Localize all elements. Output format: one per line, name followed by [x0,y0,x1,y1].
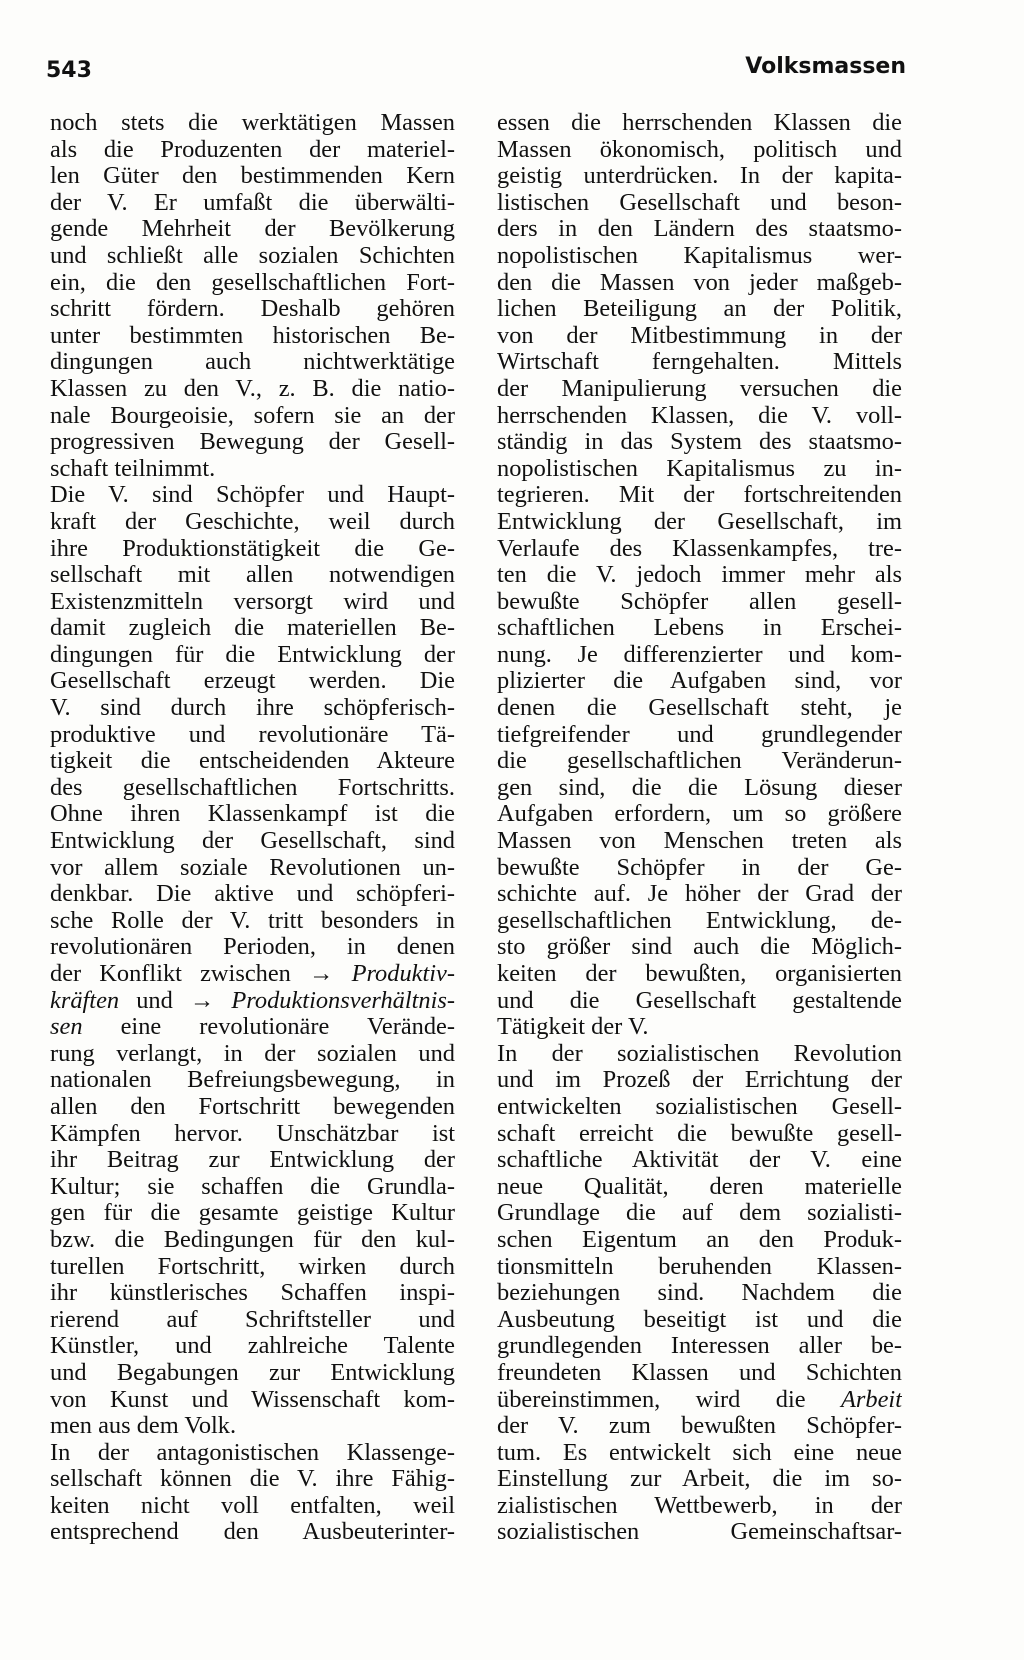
text-line [497,1227,902,1254]
text-line [50,163,455,190]
line-text: der Konflikt zwischen [50,961,291,987]
line-text: freundeten Klassen und Schichten [497,1359,902,1386]
line-text: V. sind durch ihre schöpferisch- [50,695,455,722]
text-line [497,296,902,323]
line-text: übereinstimmen, wird die [497,1386,806,1413]
text-line [50,615,455,642]
line-text: und im Prozeß der Errichtung der [497,1067,902,1094]
text-line [50,190,455,217]
text-line [50,456,455,483]
line-text: allen den Fortschritt bewegenden [50,1093,455,1120]
line-text: und Begabungen zur Entwicklung [50,1359,455,1386]
text-line [497,1360,902,1387]
line-text: schichte auf. Je höher der Grad der [497,881,902,908]
text-line [497,642,902,669]
text-line [497,190,902,217]
text-line [497,482,902,509]
text-line [50,429,455,456]
line-text: dingungen auch nichtwerktätige [50,349,455,376]
line-text: Klassen zu den V., z. B. die natio- [50,375,455,402]
text-line [50,349,455,376]
line-text: eine revolutionäre Verände- [120,1014,455,1041]
running-head: Volksmassen [745,54,906,79]
line-text: sellschaft können die V. ihre Fähig- [50,1466,455,1493]
text-line [497,828,902,855]
text-line [50,110,455,137]
line-text: ihr Beitrag zur Entwicklung der [50,1147,455,1174]
text-line [50,1466,455,1493]
text-line [50,536,455,563]
line-text: grundlegenden Interessen aller be- [497,1333,902,1360]
text-line [50,1440,455,1467]
text-line [50,1519,455,1546]
text-line [50,988,455,1015]
line-text: keiten der bewußten, organisierten [497,961,902,987]
text-line [497,801,902,828]
text-line [50,1014,455,1041]
text-line [497,1014,902,1041]
line-text: schaft erreicht die bewußte gesell- [497,1120,902,1147]
text-line [50,748,455,775]
line-text: sche Rolle der V. tritt besonders in [50,907,455,934]
line-text: Verlaufe des Klassenkampfes, tre- [497,535,902,562]
line-text: tigkeit die entscheidenden Akteure [50,748,455,775]
text-line [50,296,455,323]
line-text: sto größer sind auch die Möglich- [497,934,902,961]
text-line [497,1466,902,1493]
right-column [497,110,902,1546]
text-line [497,562,902,589]
page-number: 543 [46,58,92,83]
text-line [50,403,455,430]
line-text: men aus dem Volk. [50,1413,237,1440]
text-line [497,403,902,430]
text-line [497,775,902,802]
line-text: des gesellschaftlichen Fortschritts. [50,774,455,801]
text-line [50,775,455,802]
line-text: sozialistischen Gemeinschaftsar- [497,1519,902,1546]
line-text: zialistischen Wettbewerb, in der [497,1492,902,1519]
text-line [497,615,902,642]
line-text: herrschenden Klassen, die V. voll- [497,402,902,429]
line-text: dingungen für die Entwicklung der [50,641,455,668]
line-text: Tätigkeit der V. [497,1014,649,1041]
text-line [497,722,902,749]
text-line [50,1147,455,1174]
text-line [497,1121,902,1148]
line-text: geistig unterdrücken. In der kapita- [497,163,902,190]
line-text: der Manipulierung versuchen die [497,375,902,402]
line-text: und die Gesellschaft gestaltende [497,987,902,1014]
line-text: entwickelten sozialistischen Gesell- [497,1093,902,1120]
text-line [497,1519,902,1546]
line-text: den die Massen von jeder maßgeb- [497,269,902,296]
text-line [497,1280,902,1307]
line-text: tiefgreifender und grundlegender [497,721,902,748]
text-line [50,695,455,722]
line-text: ten die V. jedoch immer mehr als [497,562,902,589]
line-text: nationalen Befreiungsbewegung, in [50,1067,455,1094]
text-line [497,243,902,270]
text-line [497,1254,902,1281]
line-text: progressiven Bewegung der Gesell- [50,429,455,456]
text-line [50,1333,455,1360]
reference-arrow: → [309,961,334,987]
line-text: Massen ökonomisch, politisch und [497,136,902,163]
text-line [50,1307,455,1334]
text-line [497,1041,902,1068]
line-text: neue Qualität, deren materielle [497,1173,902,1200]
line-text: beziehungen sind. Nachdem die [497,1280,902,1307]
text-line [497,110,902,137]
text-line [497,376,902,403]
line-text: Künstler, und zahlreiche Talente [50,1333,455,1360]
cross-reference: sen [50,1014,83,1041]
line-text: ihre Produktionstätigkeit die Ge- [50,535,455,562]
text-line [50,1413,455,1440]
text-line [497,748,902,775]
line-text: revolutionären Perioden, in denen [50,934,455,961]
line-text: Massen von Menschen treten als [497,828,902,855]
text-line [497,536,902,563]
line-text: Existenzmitteln versorgt wird und [50,588,455,615]
text-line [50,1387,455,1414]
line-text: tegrieren. Mit der fortschreitenden [497,482,902,509]
line-text: gende Mehrheit der Bevölkerung [50,216,455,243]
line-text: plizierter die Aufgaben sind, vor [497,668,902,695]
text-line [497,137,902,164]
line-text: schen Eigentum an den Produk- [497,1226,902,1253]
cross-reference: Produktiv- [351,961,455,987]
text-line [497,934,902,961]
text-line [50,1200,455,1227]
text-line [50,934,455,961]
line-text: bewußte Schöpfer in der Ge- [497,854,902,881]
text-line [50,1174,455,1201]
line-text: sellschaft mit allen notwendigen [50,562,455,589]
line-text: Ohne ihren Klassenkampf ist die [50,801,455,828]
text-line [497,1200,902,1227]
text-line [50,1121,455,1148]
line-text: ihr künstlerisches Schaffen inspi- [50,1280,455,1307]
text-line [50,1254,455,1281]
line-text: schaftlichen Lebens in Erschei- [497,615,902,642]
text-line [50,1280,455,1307]
text-line [50,323,455,350]
text-line [50,137,455,164]
line-text: bzw. die Bedingungen für den kul- [50,1226,455,1253]
text-line [50,1041,455,1068]
text-line [497,216,902,243]
text-line [497,1413,902,1440]
line-text: lichen Beteiligung an der Politik, [497,296,902,323]
text-line [497,163,902,190]
line-text: In der antagonistischen Klassenge- [50,1439,455,1466]
line-text: gesellschaftlichen Entwicklung, de- [497,907,902,934]
text-line [50,1094,455,1121]
line-text: kraft der Geschichte, weil durch [50,508,455,535]
line-text: Wirtschaft ferngehalten. Mittels [497,349,902,376]
line-text: Kultur; sie schaffen die Grundla- [50,1173,455,1200]
text-line [497,1387,902,1414]
line-text: produktive und revolutionäre Tä- [50,721,455,748]
line-text: Aufgaben erfordern, um so größere [497,801,902,828]
text-line [497,1333,902,1360]
left-column [50,110,455,1546]
line-text: schritt fördern. Deshalb gehören [50,296,455,323]
text-line [497,1094,902,1121]
line-text: entsprechend den Ausbeuterinter- [50,1519,455,1546]
line-text: als die Produzenten der materiel- [50,136,455,163]
line-text: Entwicklung der Gesellschaft, im [497,508,902,535]
cross-reference: kräften [50,987,120,1014]
line-text: listischen Gesellschaft und beson- [497,189,902,216]
text-line [497,429,902,456]
text-line [50,722,455,749]
line-text: In der sozialistischen Revolution [497,1040,902,1067]
text-line [497,988,902,1015]
text-line [50,855,455,882]
line-text: nopolistischen Kapitalismus zu in- [497,455,902,482]
text-line [50,1493,455,1520]
line-text: gen sind, die die Lösung dieser [497,774,902,801]
line-text: noch stets die werktätigen Massen [50,110,455,136]
text-line [497,695,902,722]
line-text: Kämpfen hervor. Unschätzbar ist [50,1120,455,1147]
text-line [50,881,455,908]
line-text: von der Mitbestimmung in der [497,322,902,349]
text-line [497,1440,902,1467]
reference-arrow: → [189,987,215,1014]
line-text: tum. Es entwickelt sich eine neue [497,1439,902,1466]
line-text: nung. Je differenzierter und kom- [497,641,902,668]
line-text: unter bestimmten historischen Be- [50,322,455,349]
text-line [497,1174,902,1201]
text-line [50,801,455,828]
text-line [50,828,455,855]
text-line [497,509,902,536]
text-line [497,270,902,297]
cross-reference: Arbeit [841,1386,902,1413]
line-text: von Kunst und Wissenschaft kom- [50,1386,455,1413]
line-text: tionsmitteln beruhenden Klassen- [497,1253,902,1280]
text-line [497,1307,902,1334]
text-line [50,1360,455,1387]
text-line [50,270,455,297]
text-line [497,961,902,988]
line-text: damit zugleich die materiellen Be- [50,615,455,642]
line-text: Einstellung zur Arbeit, die im so- [497,1466,902,1493]
text-line [50,243,455,270]
line-text: denkbar. Die aktive und schöpferi- [50,881,455,908]
line-text: ders in den Ländern des staatsmo- [497,216,902,243]
text-line [497,323,902,350]
text-line [50,668,455,695]
line-text: Die V. sind Schöpfer und Haupt- [50,482,455,509]
line-text: ständig in das System des staatsmo- [497,429,902,456]
line-text: Ausbeutung beseitigt ist und die [497,1306,902,1333]
text-line [50,961,455,988]
line-text: essen die herrschenden Klassen die [497,110,902,136]
text-line [50,589,455,616]
cross-reference: Produktionsverhältnis- [231,987,455,1014]
text-line [497,668,902,695]
line-text: schaftliche Aktivität der V. eine [497,1147,902,1174]
text-line [497,589,902,616]
line-text: der V. Er umfaßt die überwälti- [50,189,455,216]
line-text: rung verlangt, in der sozialen und [50,1040,455,1067]
text-line [497,1493,902,1520]
text-line [497,349,902,376]
text-line [497,908,902,935]
text-line [50,376,455,403]
text-line [50,642,455,669]
line-text: schaft teilnimmt. [50,455,216,482]
line-text: ein, die den gesellschaftlichen Fort- [50,269,455,296]
text-line [497,1067,902,1094]
text-line [50,1067,455,1094]
text-line [50,1227,455,1254]
line-text: nopolistischen Kapitalismus wer- [497,242,902,269]
line-text: Entwicklung der Gesellschaft, sind [50,828,455,855]
text-line [497,881,902,908]
line-text: der V. zum bewußten Schöpfer- [497,1413,902,1440]
line-text: turellen Fortschritt, wirken durch [50,1253,455,1280]
text-line [50,216,455,243]
text-line [497,456,902,483]
text-line [497,855,902,882]
line-text: bewußte Schöpfer allen gesell- [497,588,902,615]
text-line [50,562,455,589]
text-line [50,509,455,536]
text-line [497,1147,902,1174]
text-line [50,908,455,935]
line-text: rierend auf Schriftsteller und [50,1306,455,1333]
line-text: len Güter den bestimmenden Kern [50,163,455,190]
line-text: und [136,987,173,1014]
line-text: die gesellschaftlichen Veränderun- [497,748,902,775]
line-text: Grundlage die auf dem sozialisti- [497,1200,902,1227]
line-text: gen für die gesamte geistige Kultur [50,1200,455,1227]
line-text: denen die Gesellschaft steht, je [497,695,902,722]
line-text: nale Bourgeoisie, sofern sie an der [50,402,455,429]
text-line [50,482,455,509]
line-text: Gesellschaft erzeugt werden. Die [50,668,455,695]
line-text: vor allem soziale Revolutionen un- [50,854,455,881]
line-text: und schließt alle sozialen Schichten [50,242,455,269]
line-text: keiten nicht voll entfalten, weil [50,1492,455,1519]
